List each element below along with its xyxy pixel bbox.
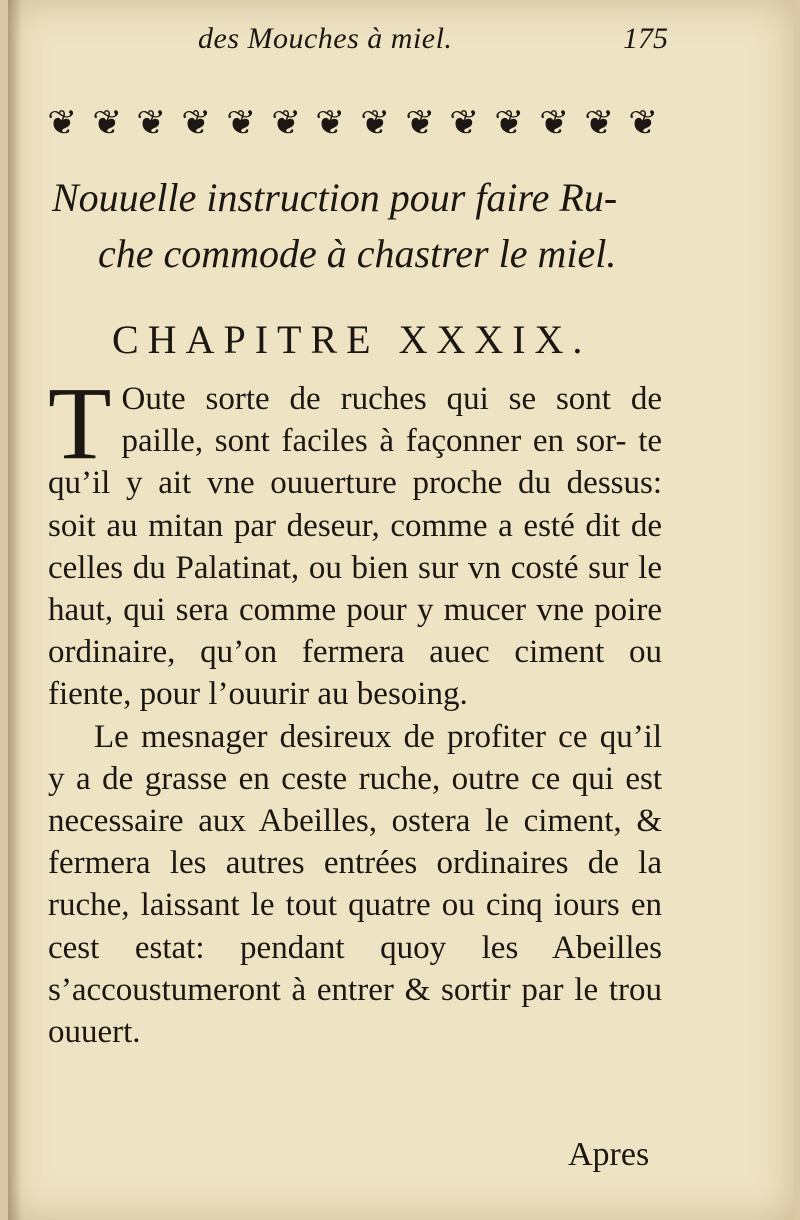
paragraph-2 bbox=[48, 716, 662, 1054]
text-line: te qu’il y ait vne ouuerture proche du bbox=[48, 423, 663, 502]
text-line: Oute sorte de ruches qui se sont de bbox=[121, 381, 662, 417]
text-line: pour y mucer vne poire ordinaire, qu’on bbox=[48, 592, 662, 671]
paragraph-1 bbox=[48, 366, 663, 716]
fleuron-icon: ❦ bbox=[226, 105, 257, 142]
text-line: quatre ou cinq iours en cest estat: pendant bbox=[48, 887, 663, 966]
fleuron-icon: ❦ bbox=[449, 105, 480, 142]
section-heading-line-1: Nouuelle instruction pour faire Ru- bbox=[52, 175, 618, 220]
text-line: dessus: soit au mitan par deseur, comme bbox=[48, 465, 663, 544]
text-line: entrer & sortir par le trou ouuert. bbox=[48, 971, 662, 1051]
chapter-heading: CHAPITRE XXXIX. bbox=[112, 317, 592, 362]
fleuron-icon: ❦ bbox=[360, 105, 391, 142]
running-head bbox=[198, 22, 668, 56]
fleuron-row-ornament bbox=[48, 100, 658, 148]
fleuron-icon: ❦ bbox=[494, 105, 525, 142]
text-line: le ciment, & fermera les autres entrées bbox=[48, 803, 662, 882]
fleuron-icon: ❦ bbox=[270, 105, 301, 142]
fleuron-icon: ❦ bbox=[92, 105, 122, 142]
text-line: a esté dit de celles du Palatinat, ou bien bbox=[48, 507, 662, 586]
fleuron-icon: ❦ bbox=[315, 105, 346, 142]
text-line: sur vn costé sur le haut, qui sera comme bbox=[48, 549, 662, 629]
text-line: fermera auec ciment ou fiente, pour bbox=[48, 634, 662, 713]
fleuron-icon: ❦ bbox=[628, 105, 659, 142]
section-heading-line-2: che commode à chastrer le miel. bbox=[98, 231, 617, 276]
fleuron-icon: ❦ bbox=[539, 105, 570, 142]
section-heading bbox=[52, 170, 692, 282]
fleuron-icon: ❦ bbox=[136, 105, 167, 142]
text-line: l’ouurir au besoing. bbox=[208, 676, 468, 713]
drop-cap: T bbox=[48, 366, 112, 481]
text-line: ce qui est necessaire aux Abeilles, ostera bbox=[48, 760, 662, 840]
fleuron-icon: ❦ bbox=[583, 105, 614, 142]
text-line: qu’il y a de grasse en ceste ruche, outre bbox=[48, 718, 663, 797]
running-title: des Mouches à miel. bbox=[198, 22, 453, 55]
page-number: 175 bbox=[623, 22, 668, 55]
book-page bbox=[8, 0, 794, 1220]
text-line: Le mesnager desireux de profiter ce bbox=[94, 718, 588, 755]
catchword: Apres bbox=[568, 1136, 650, 1173]
text-line: quoy les Abeilles s’accoustumeront à bbox=[48, 929, 662, 1008]
text-line: paille, sont faciles à façonner en sor- bbox=[121, 423, 627, 460]
body-text bbox=[48, 366, 663, 1053]
fleuron-icon: ❦ bbox=[405, 105, 435, 142]
fleuron-icon: ❦ bbox=[181, 105, 212, 142]
text-line: ordinaires de la ruche, laissant le tout bbox=[48, 845, 662, 924]
fleuron-icon: ❦ bbox=[47, 105, 78, 142]
